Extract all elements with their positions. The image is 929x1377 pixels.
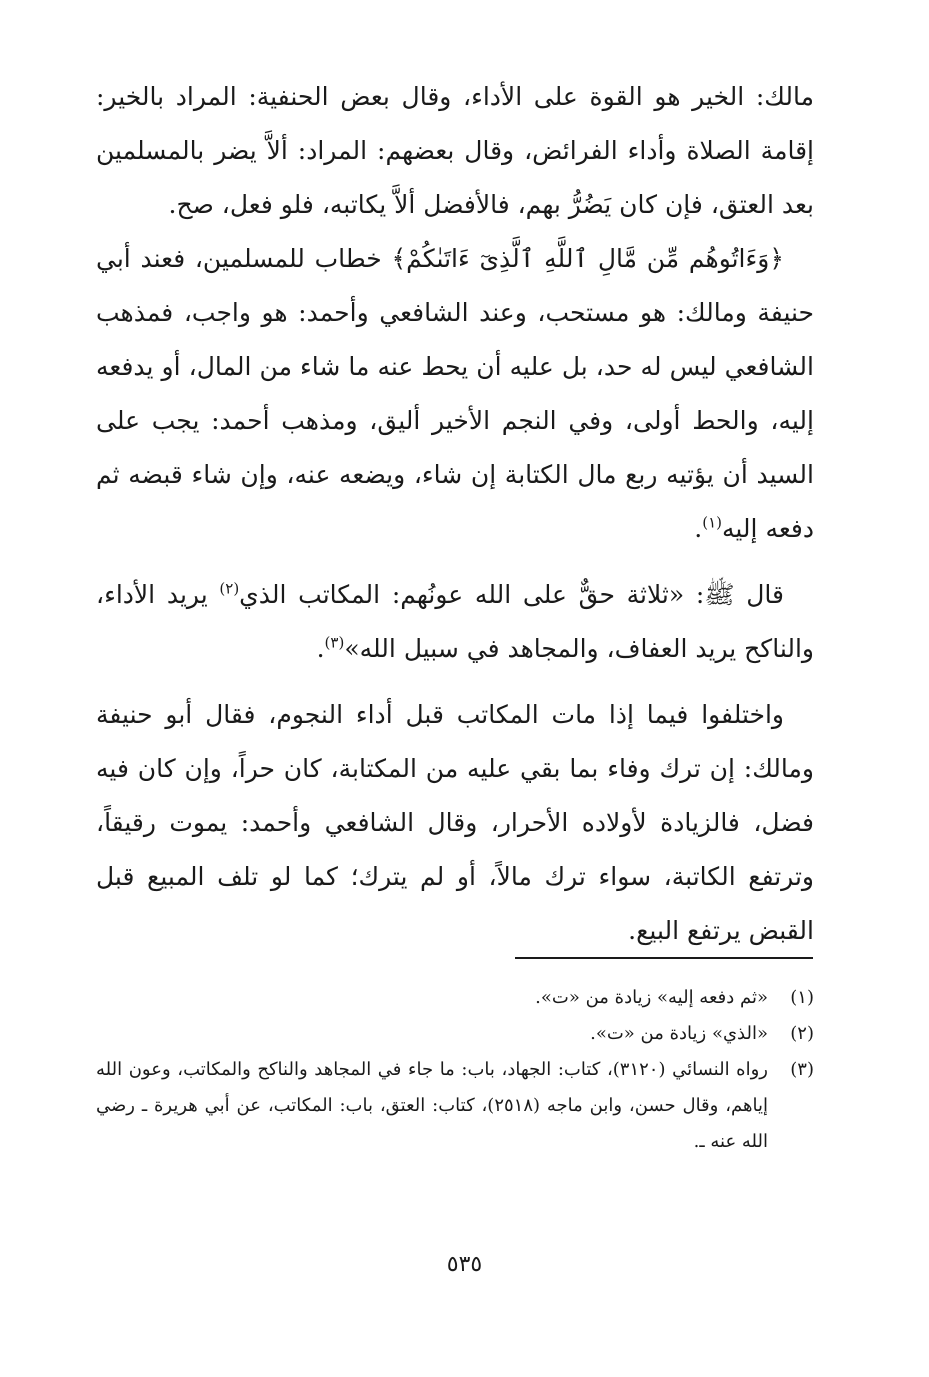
footnote-text: «ثم دفعه إليه» زيادة من «ت». (535, 987, 768, 1008)
paragraph-2-text: خطاب للمسلمين، فعند أبي حنيفة ومالك: هو مستحب، وعند الشافعي وأحمد: هو واجب، فمذهب الشافعي ليس له حد، بل عليه أن يحط عنه ما شاء من المال، أو يدفعه إليه، والحط أولى، وفي النجم الأخير أليق، ومذهب أحمد: يجب على السيد أن يؤتيه ربع مال الكتابة إن شاء، ويضعه عنه، وإن شاء قبضه ثم دفعه إليه (96, 244, 814, 543)
footnote-number: (١) (790, 987, 814, 1008)
footnote-item (96, 980, 814, 1016)
footnote-ref-1[interactable]: (١) (702, 513, 722, 532)
paragraph-3-end: . (316, 634, 325, 663)
paragraph-1: مالك: الخير هو القوة على الأداء، وقال بعض الحنفية: المراد بالخير: إقامة الصلاة وأداء الفرائض، وقال بعضهم: المراد: ألاَّ يضر بالمسلمين بعد العتق، فإن كان يَضُرُّ بهم، فالأفضل ألاَّ يكاتبه، فلو فعل، صح. (96, 82, 814, 219)
main-text (96, 70, 814, 958)
footnote-number: (٣) (790, 1059, 814, 1080)
hadith-text-a: قال ﷺ: «ثلاثة حقٌّ على الله عونُهم: المكاتب الذي (239, 580, 784, 609)
hadith-text-b: يريد الأداء، والناكح يريد العفاف، والمجاهد في سبيل الله» (96, 580, 814, 663)
footnotes (96, 980, 814, 1160)
paragraph-2-end: . (694, 514, 703, 543)
quran-bracket-close: ﴾ (391, 244, 407, 273)
quran-bracket-open: ﴿ (769, 244, 784, 273)
footnote-item (96, 1052, 814, 1160)
footnote-text: «الذي» زيادة من «ت». (590, 1023, 768, 1044)
footnote-number: (٢) (790, 1023, 814, 1044)
page-number: ٥٣٥ (446, 1252, 483, 1277)
paragraph-4: واختلفوا فيما إذا مات المكاتب قبل أداء النجوم، فقال أبو حنيفة ومالك: إن ترك وفاء بما بقي عليه من المكتابة، كان حراً، وإن كان فيه فضل، فالزيادة لأولاده الأحرار، وقال الشافعي وأحمد: يموت رقيقاً، وترتفع الكاتبة، سواء ترك مالاً، أو لم يترك؛ كما لو تلف المبيع قبل القبض يرتفع البيع. (96, 700, 814, 945)
footnote-text: رواه النسائي (٣١٢٠)، كتاب: الجهاد، باب: ما جاء في المجاهد والناكح والمكاتب، وعون الله إياهم، وقال حسن، وابن ماجه (٢٥١٨)، كتاب: العتق، باب: المكاتب، عن أبي هريرة ـ رضي الله عنه ـ. (96, 1059, 768, 1152)
paragraph-2 (96, 232, 814, 556)
footnote-ref-2[interactable]: (٢) (219, 579, 240, 598)
footnote-item (96, 1016, 814, 1052)
footnote-ref-3[interactable]: (٣) (324, 633, 345, 652)
quran-verse: وَءَاتُوهُم مِّن مَّالِ ٱللَّهِ ٱلَّذِىٓ ءَاتَىٰكُمْ (406, 244, 770, 273)
footnote-divider (515, 957, 813, 959)
paragraph-3 (96, 568, 814, 676)
